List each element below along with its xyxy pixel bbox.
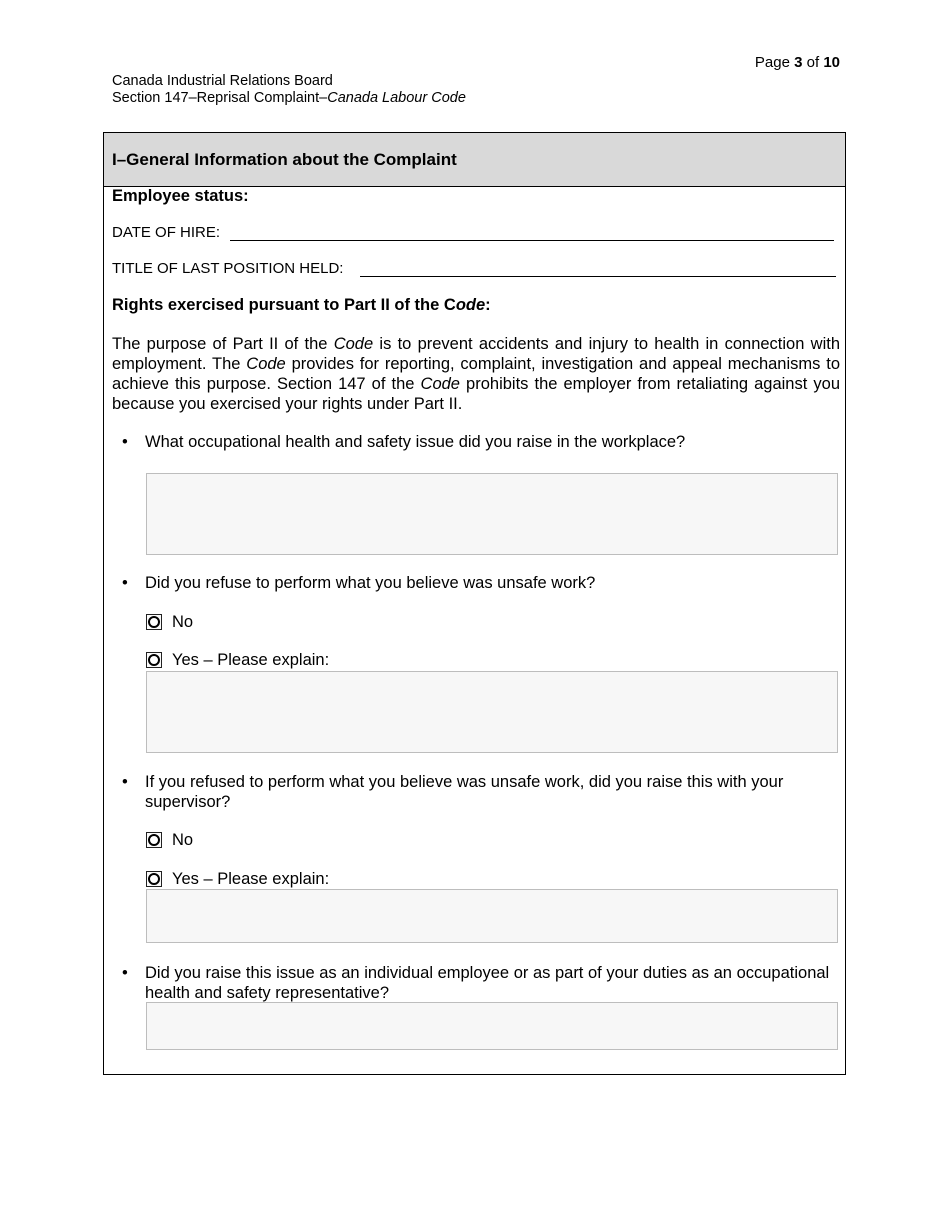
page-number-total: 10: [823, 54, 840, 71]
bullet: •: [122, 773, 128, 791]
para-code: Code: [420, 375, 460, 393]
refused-unsafe-work-yes-option[interactable]: [146, 650, 329, 670]
title-of-last-position-field[interactable]: [360, 276, 836, 277]
form-section-code-title: Canada Labour Code: [327, 90, 466, 106]
question-refused-unsafe-work: Did you refuse to perform what you believe was unsafe work?: [145, 574, 596, 592]
individual-or-representative-textbox[interactable]: [146, 1002, 838, 1050]
form-section-prefix: Section 147–Reprisal Complaint–: [112, 90, 328, 106]
radio-label-yes: Yes – Please explain:: [172, 650, 330, 669]
radio-button[interactable]: [146, 652, 162, 668]
bullet: •: [122, 964, 128, 982]
raised-with-supervisor-explanation-textbox[interactable]: [146, 889, 838, 943]
para-text: provides for reporting, complaint, investigation and appeal mechanisms to achieve this purpose. Section 147 of the: [112, 355, 840, 393]
organization-name: Canada Industrial Relations Board: [112, 73, 333, 89]
title-of-last-position-label: TITLE OF LAST POSITION HELD:: [112, 260, 344, 277]
para-text: prohibits the employer from retaliating against you because you exercised your rights under Part II.: [112, 375, 840, 413]
radio-label-no: No: [172, 830, 194, 849]
rights-heading-text: Rights exercised pursuant to Part II of the C: [112, 296, 456, 314]
radio-button[interactable]: [146, 871, 162, 887]
question-individual-or-representative: Did you raise this issue as an individual employee or as part of your duties as an occupational health and safety representative?: [145, 964, 830, 1002]
employee-status-heading: Employee status:: [112, 187, 249, 205]
radio-button[interactable]: [146, 614, 162, 630]
para-code: Code: [246, 355, 286, 373]
refused-unsafe-work-no-option[interactable]: [146, 612, 193, 632]
radio-label-yes: Yes – Please explain:: [172, 869, 330, 888]
rights-heading-italic: ode: [455, 296, 486, 314]
issue-raised-textbox[interactable]: [146, 473, 838, 555]
para-text: is to prevent accidents and injury to health in connection with employment. The: [112, 335, 840, 373]
question-issue-raised: What occupational health and safety issue did you raise in the workplace?: [145, 433, 686, 451]
radio-button[interactable]: [146, 832, 162, 848]
para-code: Code: [333, 335, 374, 353]
section-title: I–General Information about the Complaint: [112, 150, 457, 169]
rights-heading: [112, 296, 491, 315]
question-raised-with-supervisor: If you refused to perform what you believe was unsafe work, did you raise this with your supervisor?: [145, 773, 784, 811]
rights-heading-colon: :: [485, 296, 491, 314]
date-of-hire-field[interactable]: [230, 240, 834, 241]
form-section-line: [112, 90, 466, 107]
section-header: [104, 133, 845, 187]
page-number-prefix: Page: [754, 54, 790, 71]
page-number: [740, 54, 840, 71]
bullet: •: [122, 433, 128, 451]
bullet: •: [122, 574, 128, 592]
refused-unsafe-work-explanation-textbox[interactable]: [146, 671, 838, 753]
document-header: [112, 73, 466, 107]
raised-with-supervisor-yes-option[interactable]: [146, 869, 329, 889]
page-number-current: 3: [794, 54, 803, 71]
rights-paragraph: [112, 334, 840, 414]
para-text: The purpose of Part II of the: [112, 335, 334, 353]
radio-label-no: No: [172, 612, 194, 631]
complaint-form-section: [103, 132, 846, 1075]
raised-with-supervisor-no-option[interactable]: [146, 830, 193, 850]
page-number-separator: of: [806, 54, 820, 71]
date-of-hire-label: DATE OF HIRE:: [112, 224, 221, 241]
